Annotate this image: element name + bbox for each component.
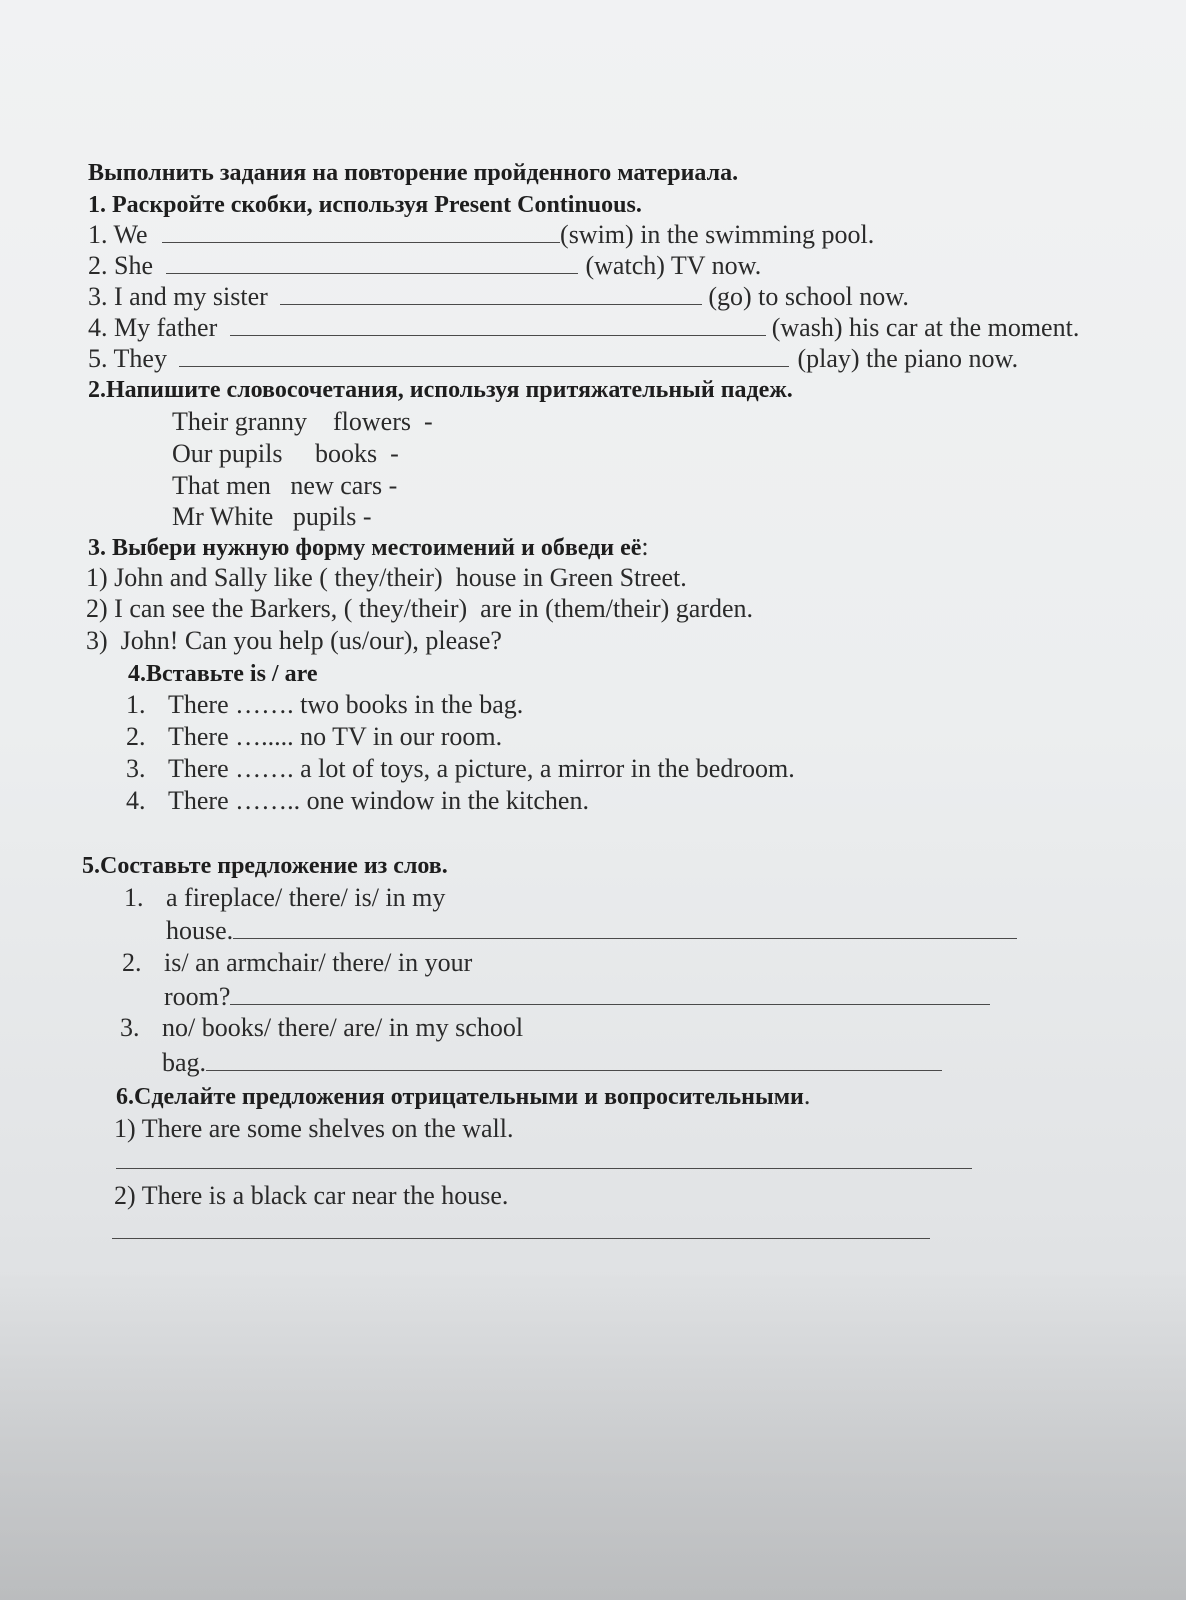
task6-item: 1) There are some shelves on the wall.	[114, 1114, 514, 1143]
task5-heading: 5.Составьте предложение из слов.	[82, 853, 448, 879]
photo-shadow	[0, 1270, 1186, 1600]
item-hint: (watch) TV now.	[585, 251, 762, 280]
item-text: There …….. one window in the kitchen.	[168, 786, 589, 815]
task5-item-answer	[162, 1048, 942, 1078]
task5-item	[120, 1013, 523, 1043]
answer-blank[interactable]	[162, 220, 560, 243]
task4-item	[126, 786, 589, 816]
task3-item: 2) I can see the Barkers, ( they/their) are in (them/their) garden.	[86, 594, 754, 623]
item-hint: (play) the piano now.	[797, 344, 1019, 373]
answer-blank[interactable]	[166, 251, 578, 274]
item-text: 4. My father	[88, 313, 218, 342]
item-words: a fireplace/ there/ is/ in my	[166, 883, 446, 912]
item-number: 3.	[120, 1013, 140, 1042]
task6-heading-period: .	[803, 1081, 811, 1110]
item-words: is/ an armchair/ there/ in your	[164, 948, 473, 977]
task1-item	[88, 313, 1079, 343]
answer-blank[interactable]	[233, 916, 1017, 939]
item-words-end: bag.	[162, 1048, 207, 1077]
task2-item: That men new cars -	[172, 471, 398, 500]
item-text: There …..... no TV in our room.	[168, 722, 503, 751]
item-number: 2.	[122, 948, 142, 977]
task3-heading	[88, 532, 649, 563]
task5-item	[122, 948, 472, 978]
item-text: 3. I and my sister	[88, 282, 268, 311]
task6-heading-text: 6.Сделайте предложения отрицательными и вопросительными	[116, 1084, 804, 1110]
item-text: 1. We	[88, 220, 148, 249]
item-text: 2. She	[88, 251, 153, 280]
task3-heading-colon: :	[641, 532, 649, 561]
item-text: There ……. two books in the bag.	[168, 690, 524, 719]
task3-heading-text: 3. Выбери нужную форму местоимений и обведи её	[88, 535, 642, 561]
task4-heading: 4.Вставьте is / are	[128, 661, 318, 687]
item-hint: (swim) in the swimming pool.	[560, 220, 875, 249]
item-words-end: house.	[166, 916, 234, 945]
task1-item	[88, 344, 1018, 374]
item-number: 2.	[126, 722, 146, 751]
answer-blank[interactable]	[230, 313, 766, 336]
page-title: Выполнить задания на повторение пройденного материала.	[88, 160, 739, 186]
item-text: 5. They	[88, 344, 167, 373]
item-number: 3.	[126, 754, 146, 783]
answer-line[interactable]	[112, 1238, 930, 1239]
item-words-end: room?	[164, 982, 231, 1011]
task5-item-answer	[166, 916, 1017, 946]
answer-blank[interactable]	[206, 1048, 942, 1071]
task2-item: Their granny flowers -	[172, 407, 433, 436]
task5-item-answer	[164, 982, 990, 1012]
item-text: There ……. a lot of toys, a picture, a mirror in the bedroom.	[168, 754, 795, 783]
task1-item	[88, 220, 874, 250]
task3-item: 1) John and Sally like ( they/their) house in Green Street.	[86, 563, 687, 592]
task2-item: Mr White pupils -	[172, 502, 372, 531]
task4-item	[126, 690, 523, 720]
task6-item: 2) There is a black car near the house.	[114, 1181, 509, 1210]
task6-heading	[116, 1081, 810, 1112]
item-hint: (wash) his car at the moment.	[771, 313, 1080, 342]
task1-item	[88, 251, 761, 281]
item-number: 1.	[126, 690, 146, 719]
answer-blank[interactable]	[280, 282, 702, 305]
answer-blank[interactable]	[179, 344, 789, 367]
item-number: 4.	[126, 786, 146, 815]
item-number: 1.	[124, 883, 144, 912]
task4-item	[126, 722, 502, 752]
item-hint: (go) to school now.	[708, 282, 909, 311]
answer-blank[interactable]	[230, 982, 990, 1005]
task2-heading: 2.Напишите словосочетания, используя притяжательный падеж.	[88, 377, 793, 403]
task4-item	[126, 754, 795, 784]
task3-item: 3) John! Can you help (us/our), please?	[86, 626, 502, 655]
task1-item	[88, 282, 909, 312]
item-words: no/ books/ there/ are/ in my school	[162, 1013, 524, 1042]
task5-item	[124, 883, 445, 913]
task1-heading: 1. Раскройте скобки, используя Present Continuous.	[88, 192, 642, 218]
task2-item: Our pupils books -	[172, 439, 399, 468]
answer-line[interactable]	[116, 1168, 972, 1169]
